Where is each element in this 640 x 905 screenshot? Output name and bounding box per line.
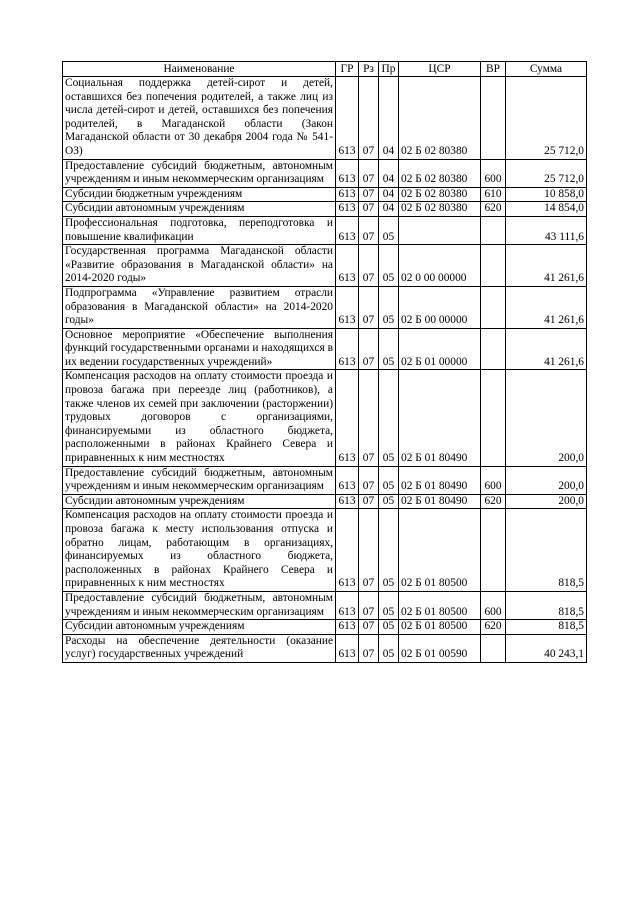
row-rz: 07: [359, 77, 379, 160]
row-sum: 818,5: [506, 591, 587, 619]
row-pr: 05: [379, 591, 399, 619]
row-name: Подпрограмма «Управление развитием отрасли образования в Магаданской области» на 2014-2020 годы»: [63, 286, 336, 328]
row-gr: 613: [336, 328, 359, 370]
row-sum: 25 712,0: [506, 77, 587, 160]
row-vr: [481, 77, 506, 160]
row-pr: 05: [379, 216, 399, 244]
row-gr: 613: [336, 370, 359, 466]
row-sum: 14 854,0: [506, 202, 587, 217]
row-sum: 10 858,0: [506, 187, 587, 202]
header-vr: ВР: [481, 62, 506, 77]
row-rz: 07: [359, 216, 379, 244]
row-gr: 613: [336, 159, 359, 187]
row-sum: 41 261,6: [506, 245, 587, 287]
row-vr: 620: [481, 620, 506, 635]
table-row: [63, 328, 587, 370]
row-rz: 07: [359, 187, 379, 202]
row-rz: 07: [359, 159, 379, 187]
row-vr: 600: [481, 159, 506, 187]
table-row: [63, 216, 587, 244]
row-csr: 02 Б 02 80380: [399, 77, 481, 160]
row-vr: 620: [481, 494, 506, 509]
row-name: Предоставление субсидий бюджетным, автономным учреждениям и иным некоммерческим организациям: [63, 591, 336, 619]
row-pr: 05: [379, 509, 399, 592]
row-sum: 25 712,0: [506, 159, 587, 187]
row-name: Профессиональная подготовка, переподготовка и повышение квалификации: [63, 216, 336, 244]
row-pr: 05: [379, 494, 399, 509]
row-gr: 613: [336, 187, 359, 202]
row-rz: 07: [359, 286, 379, 328]
table-body: [63, 77, 587, 663]
row-pr: 05: [379, 466, 399, 494]
row-name: Компенсация расходов на оплату стоимости проезда и провоза багажа к месту использования отпуска и обратно лицам, работающим в организациях, финансируемых из областного бюджета, расположенных в районах Крайнего Севера и приравненных к ним местностях: [63, 509, 336, 592]
row-csr: 02 Б 01 00590: [399, 634, 481, 662]
row-csr: 02 Б 01 80490: [399, 370, 481, 466]
row-rz: 07: [359, 634, 379, 662]
row-sum: 818,5: [506, 620, 587, 635]
row-rz: 07: [359, 466, 379, 494]
row-gr: 613: [336, 634, 359, 662]
row-gr: 613: [336, 591, 359, 619]
table-row: [63, 634, 587, 662]
budget-table: [62, 61, 587, 663]
row-vr: 600: [481, 466, 506, 494]
row-rz: 07: [359, 328, 379, 370]
row-pr: 05: [379, 328, 399, 370]
row-pr: 04: [379, 77, 399, 160]
row-pr: 04: [379, 202, 399, 217]
row-csr: 02 Б 01 80500: [399, 591, 481, 619]
row-gr: 613: [336, 286, 359, 328]
row-csr: 02 Б 01 80490: [399, 466, 481, 494]
row-gr: 613: [336, 494, 359, 509]
row-rz: 07: [359, 620, 379, 635]
row-vr: [481, 286, 506, 328]
row-sum: 200,0: [506, 370, 587, 466]
row-csr: 02 Б 01 80500: [399, 620, 481, 635]
header-sum: Сумма: [506, 62, 587, 77]
row-rz: 07: [359, 245, 379, 287]
row-gr: 613: [336, 77, 359, 160]
table-row: [63, 187, 587, 202]
row-name: Субсидии автономным учреждениям: [63, 202, 336, 217]
row-csr: [399, 216, 481, 244]
table-row: [63, 286, 587, 328]
table-row: [63, 245, 587, 287]
table-header-row: [63, 62, 587, 77]
row-name: Субсидии автономным учреждениям: [63, 494, 336, 509]
row-gr: 613: [336, 620, 359, 635]
row-csr: 02 Б 02 80380: [399, 202, 481, 217]
row-vr: [481, 509, 506, 592]
table-row: [63, 466, 587, 494]
row-pr: 05: [379, 370, 399, 466]
row-csr: 02 0 00 00000: [399, 245, 481, 287]
table-row: [63, 370, 587, 466]
row-gr: 613: [336, 216, 359, 244]
table-row: [63, 77, 587, 160]
table-row: [63, 159, 587, 187]
row-vr: 600: [481, 591, 506, 619]
row-name: Предоставление субсидий бюджетным, автономным учреждениям и иным некоммерческим организациям: [63, 159, 336, 187]
row-pr: 04: [379, 187, 399, 202]
row-name: Расходы на обеспечение деятельности (оказание услуг) государственных учреждений: [63, 634, 336, 662]
table-row: [63, 509, 587, 592]
row-csr: 02 Б 01 80490: [399, 494, 481, 509]
row-csr: 02 Б 01 00000: [399, 328, 481, 370]
header-csr: ЦСР: [399, 62, 481, 77]
row-sum: 43 111,6: [506, 216, 587, 244]
row-vr: 610: [481, 187, 506, 202]
row-pr: 05: [379, 620, 399, 635]
header-name: Наименование: [63, 62, 336, 77]
row-name: Субсидии автономным учреждениям: [63, 620, 336, 635]
row-gr: 613: [336, 509, 359, 592]
row-csr: 02 Б 02 80380: [399, 159, 481, 187]
header-gr: ГР: [336, 62, 359, 77]
row-sum: 200,0: [506, 494, 587, 509]
row-name: Предоставление субсидий бюджетным, автономным учреждениям и иным некоммерческим организациям: [63, 466, 336, 494]
row-csr: 02 Б 01 80500: [399, 509, 481, 592]
row-vr: 620: [481, 202, 506, 217]
row-name: Государственная программа Магаданской области «Развитие образования в Магаданской области» на 2014-2020 годы»: [63, 245, 336, 287]
row-pr: 04: [379, 159, 399, 187]
row-rz: 07: [359, 202, 379, 217]
row-vr: [481, 328, 506, 370]
row-pr: 05: [379, 286, 399, 328]
row-gr: 613: [336, 245, 359, 287]
row-name: Основное мероприятие «Обеспечение выполнения функций государственными органами и находящихся в их ведении государственных учреждений»: [63, 328, 336, 370]
table-row: [63, 494, 587, 509]
row-sum: 200,0: [506, 466, 587, 494]
row-rz: 07: [359, 591, 379, 619]
row-name: Субсидии бюджетным учреждениям: [63, 187, 336, 202]
row-sum: 41 261,6: [506, 286, 587, 328]
row-csr: 02 Б 00 00000: [399, 286, 481, 328]
row-name: Социальная поддержка детей-сирот и детей, оставшихся без попечения родителей, а также лиц из числа детей-сирот и детей, оставшихся без попечения родителей, в Магаданской области (Закон Магаданской области от 30 декабря 2004 года № 541-ОЗ): [63, 77, 336, 160]
table-row: [63, 202, 587, 217]
row-vr: [481, 245, 506, 287]
row-vr: [481, 634, 506, 662]
header-pr: Пр: [379, 62, 399, 77]
row-sum: 40 243,1: [506, 634, 587, 662]
row-gr: 613: [336, 202, 359, 217]
row-pr: 05: [379, 634, 399, 662]
row-vr: [481, 370, 506, 466]
row-sum: 41 261,6: [506, 328, 587, 370]
row-csr: 02 Б 02 80380: [399, 187, 481, 202]
row-sum: 818,5: [506, 509, 587, 592]
row-rz: 07: [359, 494, 379, 509]
row-gr: 613: [336, 466, 359, 494]
row-vr: [481, 216, 506, 244]
row-rz: 07: [359, 509, 379, 592]
row-pr: 05: [379, 245, 399, 287]
table-row: [63, 591, 587, 619]
header-rz: Рз: [359, 62, 379, 77]
table-row: [63, 620, 587, 635]
row-name: Компенсация расходов на оплату стоимости проезда и провоза багажа при переезде лиц (работников), а также членов их семей при заключении (расторжении) трудовых договоров с организациями, финансируемыми из областного бюджета, расположенными в районах Крайнего Севера и приравненных к ним местностях: [63, 370, 336, 466]
row-rz: 07: [359, 370, 379, 466]
